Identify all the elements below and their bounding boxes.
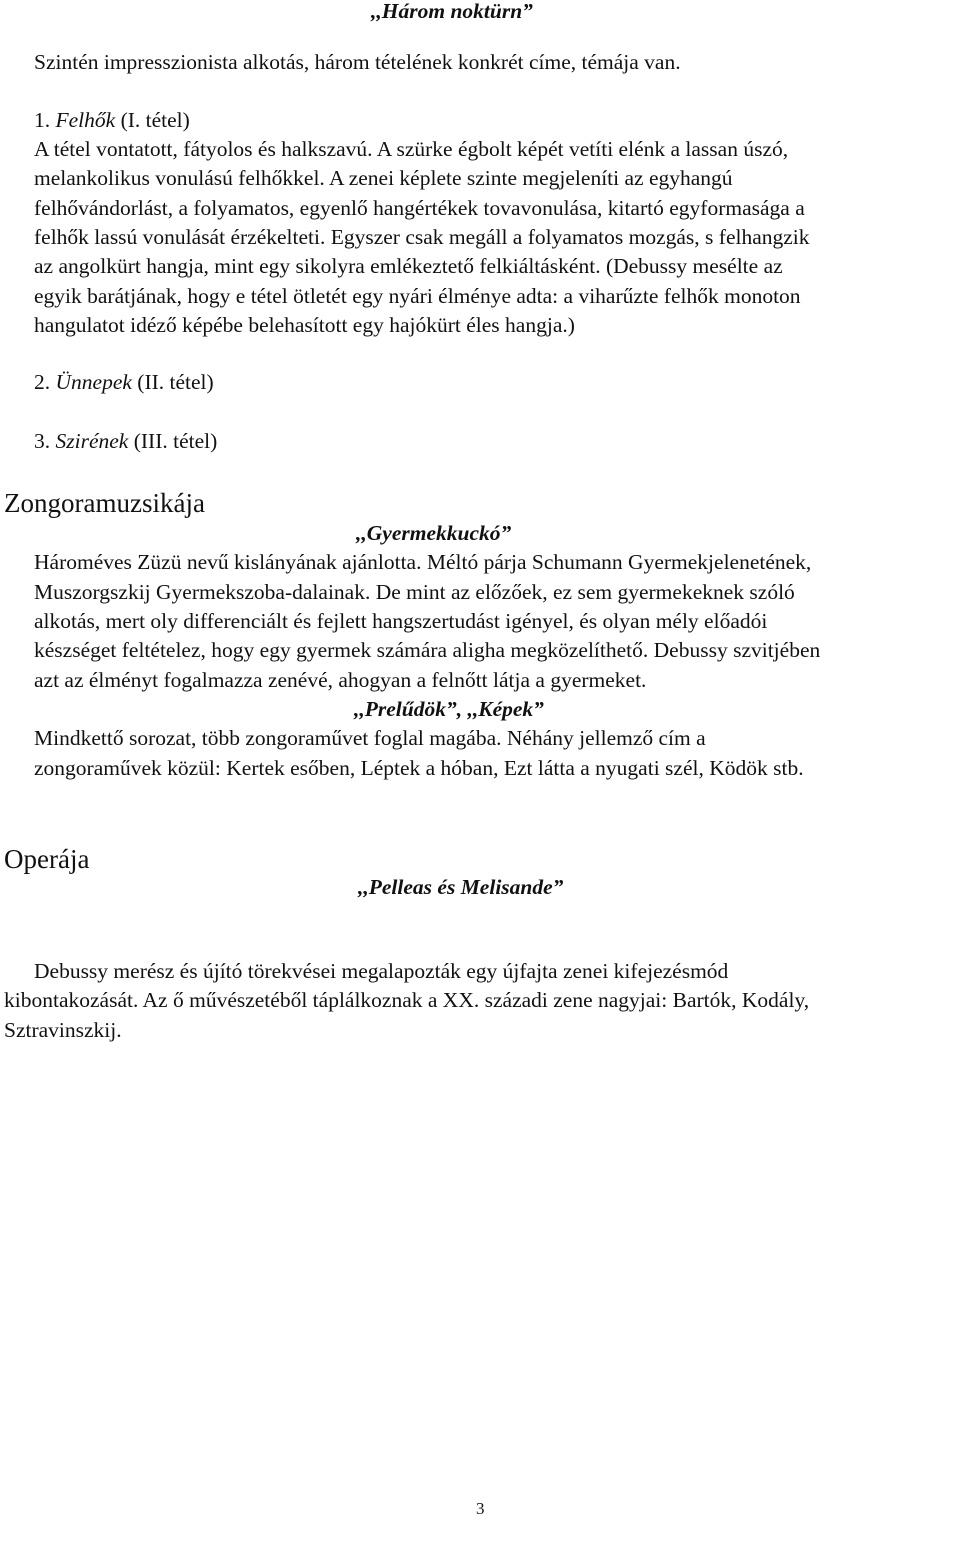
- childrens-corner-text-line: alkotás, mert oly differenciált és fejlett hangszertudást igényel, és olyan mély előadói: [34, 609, 768, 633]
- movement-3-rest: (III. tétel): [128, 429, 218, 453]
- childrens-corner-text-line: Hároméves Züzü nevű kislányának ajánlotta. Méltó párja Schumann Gyermekjelenetének,: [34, 550, 812, 574]
- movement-3-name: Szirének: [55, 429, 129, 453]
- conclusion-text-line: Debussy merész és újító törekvései megalapozták egy újfajta zenei kifejezésmód: [34, 959, 729, 983]
- movement-2-number: 2.: [34, 370, 56, 394]
- preludes-text-line: Mindkettő sorozat, több zongoraművet foglal magába. Néhány jellemző cím a: [34, 726, 706, 750]
- movement-1-heading: [34, 110, 190, 132]
- movement-1-text-line: felhők lassú vonulását érzékelteti. Egyszer csak megáll a folyamatos mozgás, s felhangzik: [34, 225, 810, 249]
- conclusion-text-line: Sztravinszkij.: [4, 1018, 122, 1042]
- movement-1-name: Felhők: [55, 108, 116, 132]
- movement-1-text-line: hangulatot idéző képébe belehasított egy hajókürt éles hangja.): [34, 313, 575, 337]
- opera-heading: Operája: [4, 844, 90, 874]
- childrens-corner-text-line: Muszorgszkij Gyermekszoba-dalainak. De mint az előzőek, ez sem gyermekeknek szóló: [34, 580, 795, 604]
- movement-2-heading: [34, 372, 214, 394]
- movement-1-text-line: A tétel vontatott, fátyolos és halkszavú. A szürke égbolt képét vetíti elénk a lassan úszó,: [34, 137, 789, 161]
- childrens-corner-text-line: készséget feltételez, hogy egy gyermek számára aligha megközelíthető. Debussy szvitjében: [34, 638, 821, 662]
- piano-music-heading: Zongoramuzsikája: [4, 488, 205, 518]
- movement-1-text-line: egyik barátjának, hogy e tétel ötletét egy nyári élménye adta: a viharűzte felhők monoton: [34, 284, 801, 308]
- opera-title: ,,Pelleas és Melisande”: [358, 875, 564, 899]
- nocturnes-intro: Szintén impresszionista alkotás, három tételének konkrét címe, témája van.: [34, 50, 681, 74]
- movement-1-rest: (I. tétel): [115, 108, 190, 132]
- movement-1-number: 1.: [34, 108, 56, 132]
- movement-1-text-line: melankolikus vonulású felhőkkel. A zenei képlete szinte megjeleníti az egyhangú: [34, 166, 733, 190]
- movement-3-number: 3.: [34, 429, 56, 453]
- nocturnes-title: ,,Három noktürn”: [371, 0, 533, 23]
- conclusion-text-line: kibontakozását. Az ő művészetéből táplálkoznak a XX. századi zene nagyjai: Bartók, Kodály,: [4, 988, 810, 1012]
- childrens-corner-text-line: azt az élményt fogalmazza zenévé, ahogyan a felnőtt látja a gyermeket.: [34, 668, 647, 692]
- movement-1-text-line: az angolkürt hangja, mint egy sikolyra emlékeztető felkiáltásként. (Debussy mesélte az: [34, 254, 783, 278]
- preludes-text-line: zongoraművek közül: Kertek esőben, Léptek a hóban, Ezt látta a nyugati szél, Ködök stb.: [34, 756, 804, 780]
- childrens-corner-title: ,,Gyermekkuckó”: [356, 521, 512, 545]
- movement-2-rest: (II. tétel): [131, 370, 214, 394]
- page-number: 3: [476, 1499, 485, 1518]
- movement-1-text-line: felhővándorlást, a folyamatos, egyenlő hangértékek tovavonulása, kitartó egyformasága a: [34, 196, 805, 220]
- preludes-images-title: ,,Prelűdök”, ,,Képek”: [354, 697, 544, 721]
- movement-2-name: Ünnepek: [55, 370, 132, 394]
- movement-3-heading: [34, 431, 217, 453]
